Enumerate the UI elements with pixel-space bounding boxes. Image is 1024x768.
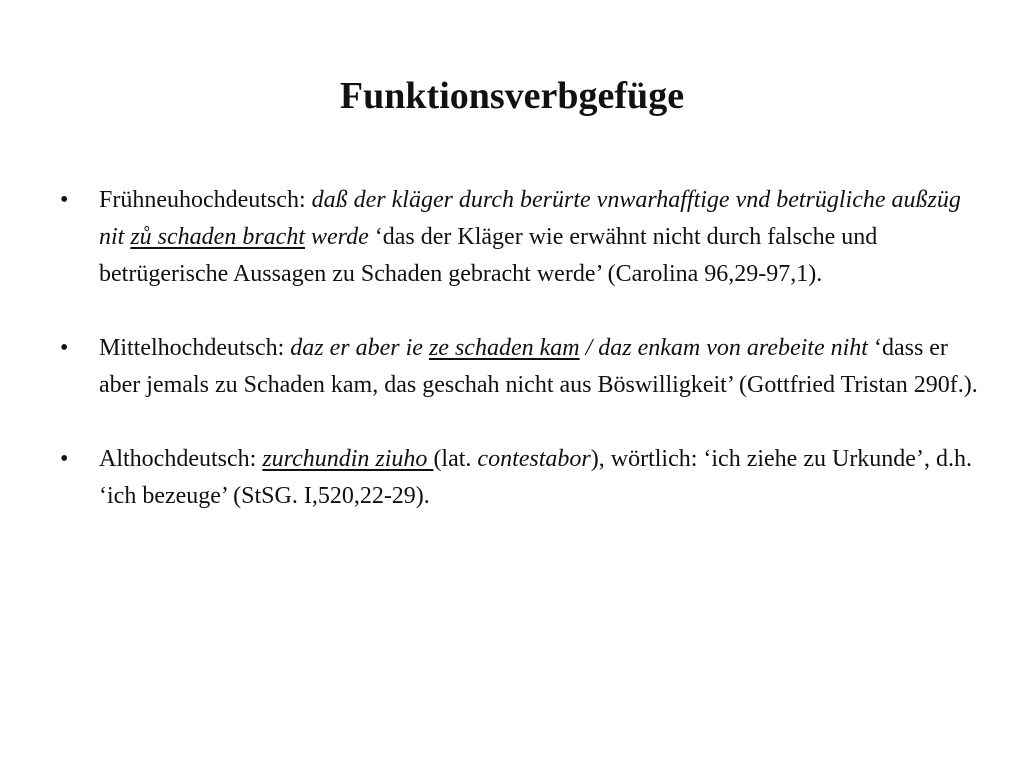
translation-text: ‘das der Kläger wie erwähnt nicht durch falsche und betrügerische Aussagen zu Schaden gebracht werde’ (Carolina 96,29-97,1). — [99, 224, 878, 287]
bullet-item-mittelhochdeutsch — [60, 330, 980, 404]
language-label: Mittelhochdeutsch: — [99, 335, 291, 361]
example-text: daz er aber ie — [290, 335, 429, 361]
translation-text: ‘dass er aber jemals zu Schaden kam, das geschah nicht aus Böswilligkeit’ (Gottfried Tristan 290f.). — [99, 335, 978, 398]
bullet-item-fruehneuhochdeutsch — [60, 182, 980, 293]
slide-title: Funktionsverbgefüge — [339, 75, 685, 117]
example-text-continued: werde — [305, 224, 369, 250]
example-text: daß der kläger durch berürte vnwarhafftige vnd betrügliche außzüg nit — [99, 187, 961, 250]
highlighted-phrase: zurchundin ziuho — [262, 446, 434, 472]
translation-text: ), wörtlich: ‘ich ziehe zu Urkunde’, d.h. ‘ich bezeuge’ (StSG. I,520,22-29). — [99, 446, 972, 509]
highlighted-phrase: ze schaden kam — [428, 335, 580, 361]
bullet-icon: • — [60, 335, 69, 361]
bullet-item-althochdeutsch — [60, 441, 980, 515]
latin-word: contestabor — [477, 446, 591, 472]
bullet-list — [60, 182, 980, 552]
language-label: Frühneuhochdeutsch: — [99, 187, 312, 213]
highlighted-phrase: zů schaden bracht — [130, 224, 305, 250]
latin-label: (lat. — [433, 446, 478, 472]
bullet-icon: • — [60, 187, 69, 213]
bullet-icon: • — [60, 446, 69, 472]
example-text-continued: / daz enkam von arebeite niht — [579, 335, 868, 361]
language-label: Althochdeutsch: — [99, 446, 263, 472]
